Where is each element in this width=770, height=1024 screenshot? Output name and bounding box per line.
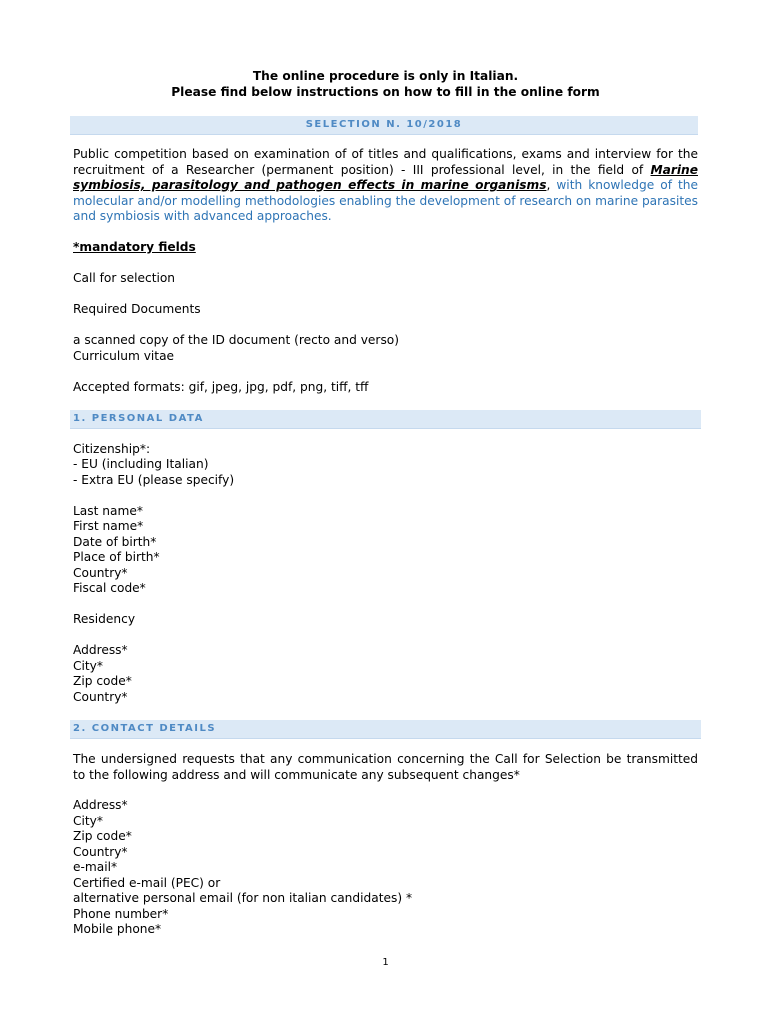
contact-mobile-phone[interactable]: Mobile phone* (73, 922, 162, 936)
contact-phone-number[interactable]: Phone number* (73, 907, 169, 921)
document-item-id[interactable]: a scanned copy of the ID document (recto and verso) (73, 333, 400, 347)
section-header-contact-details: 2. CONTACT DETAILS (70, 720, 701, 739)
page-number: 1 (382, 957, 389, 968)
field-fiscal-code[interactable]: Fiscal code* (73, 581, 146, 595)
contact-city[interactable]: City* (73, 814, 103, 828)
field-country[interactable]: Country* (73, 566, 128, 580)
field-first-name[interactable]: First name* (73, 519, 144, 533)
field-place-of-birth[interactable]: Place of birth* (73, 550, 160, 564)
selection-header: SELECTION N. 10/2018 (70, 116, 698, 135)
research-field-title: Marine symbiosis, parasitology and pathogen effects in marine organisms (73, 162, 698, 192)
field-date-of-birth[interactable]: Date of birth* (73, 535, 157, 549)
contact-zip-code[interactable]: Zip code* (73, 829, 132, 843)
intro-line-2: Please find below instructions on how to fill in the online form (171, 85, 600, 99)
description-knowledge: with knowledge of the molecular and/or modelling methodologies enabling the development of research on marine parasites and symbiosis with advanced approaches. (73, 178, 698, 223)
contact-email[interactable]: e-mail* (73, 860, 118, 874)
citizenship-label: Citizenship*: (73, 442, 151, 456)
residency-country[interactable]: Country* (73, 690, 128, 704)
residency-address[interactable]: Address* (73, 643, 128, 657)
contact-request-text: The undersigned requests that any communication concerning the Call for Selection be transmitted to the following address and will communicate any subsequent changes* (73, 752, 698, 782)
contact-alternative-email[interactable]: alternative personal email (for non italian candidates) * (73, 891, 413, 905)
citizenship-option-eu[interactable]: - EU (including Italian) (73, 457, 209, 471)
document-item-cv[interactable]: Curriculum vitae (73, 349, 175, 363)
contact-certified-email[interactable]: Certified e-mail (PEC) or (73, 876, 221, 890)
contact-address[interactable]: Address* (73, 798, 128, 812)
description-text: Public competition based on examination of of titles and qualifications, exams and interview for the recruitment of a Researcher (permanent position) - III professional level, in the field of (73, 147, 698, 177)
residency-city[interactable]: City* (73, 659, 103, 673)
description-comma: , (546, 178, 551, 192)
residency-label: Residency (73, 612, 136, 626)
citizenship-option-extra-eu[interactable]: - Extra EU (please specify) (73, 473, 235, 487)
competition-description (73, 147, 698, 225)
mandatory-fields-note: *mandatory fields (73, 240, 196, 254)
residency-zip-code[interactable]: Zip code* (73, 674, 132, 688)
call-for-selection-link[interactable]: Call for selection (73, 271, 176, 285)
field-last-name[interactable]: Last name* (73, 504, 143, 518)
contact-country[interactable]: Country* (73, 845, 128, 859)
accepted-formats: Accepted formats: gif, jpeg, jpg, pdf, png, tiff, tff (73, 380, 369, 394)
required-documents-label: Required Documents (73, 302, 201, 316)
intro-line-1: The online procedure is only in Italian. (252, 69, 519, 83)
section-header-personal-data: 1. PERSONAL DATA (70, 410, 701, 429)
